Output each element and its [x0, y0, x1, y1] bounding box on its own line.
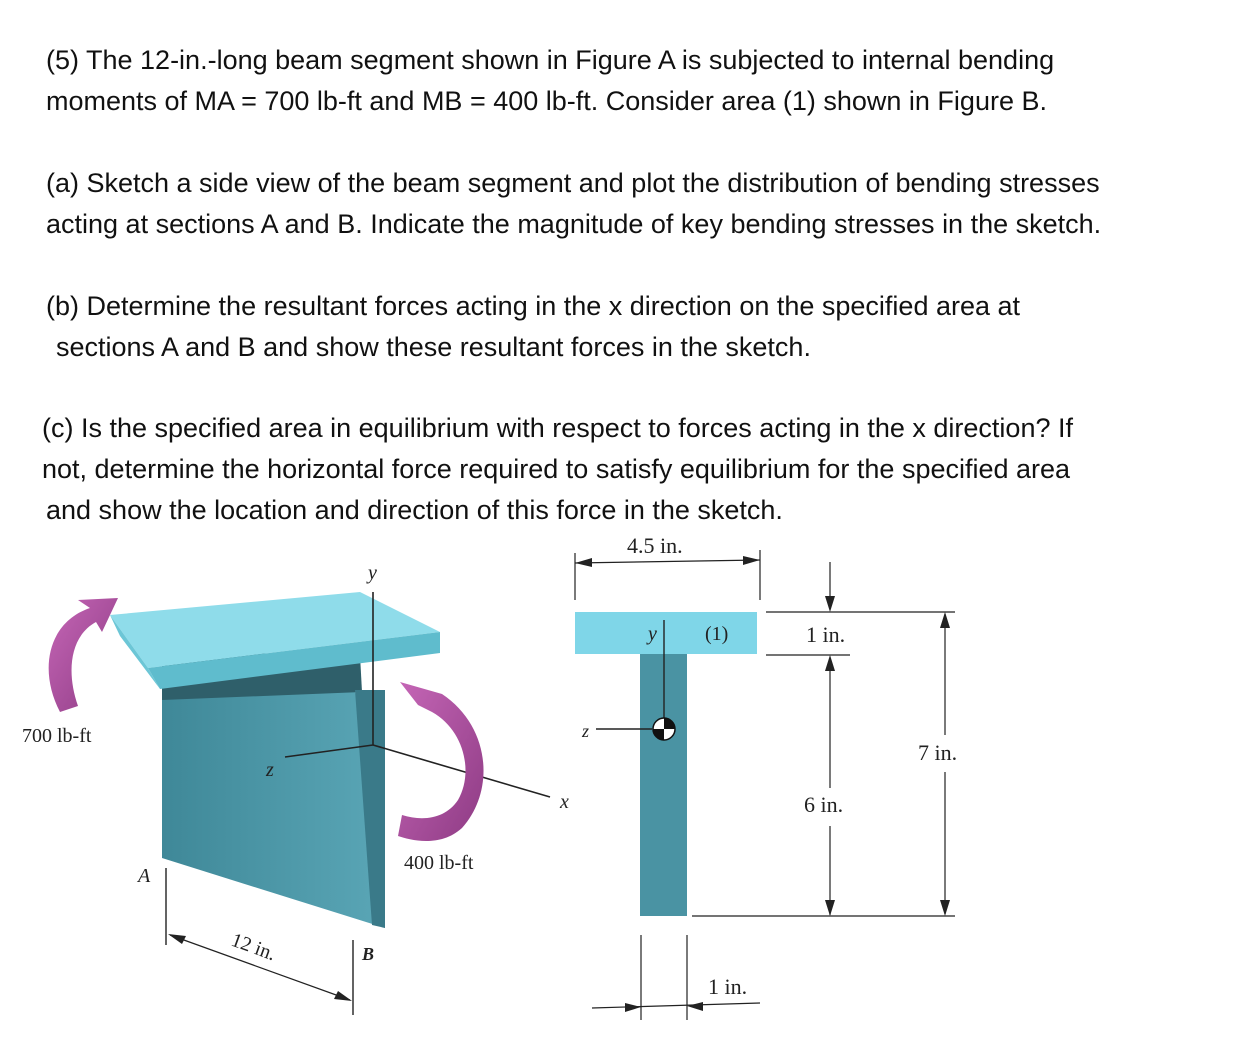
width-arrow-left — [575, 558, 592, 567]
width-arrow-right — [743, 556, 760, 565]
axis-y-label: y — [368, 562, 377, 584]
total-height-label: 7 in. — [918, 740, 958, 765]
stem-width-dim-line — [592, 1003, 760, 1008]
axis-z-label: z — [266, 759, 274, 781]
length-label: 12 in. — [228, 929, 279, 966]
flange-dim-top-arrow — [825, 596, 835, 612]
section-b-label: B — [362, 944, 375, 964]
part-a-line-2: acting at sections A and B. Indicate the magnitude of key bending stresses in the sketch. — [46, 209, 1102, 239]
stem-width-label: 1 in. — [708, 974, 748, 999]
part-b-line-1: (b) Determine the resultant forces acting in the x direction on the specified area at — [46, 291, 1021, 321]
stem-width-arrow-left — [625, 1003, 641, 1012]
part-b-line-2: sections A and B and show these resultant forces in the sketch. — [56, 332, 811, 362]
moment-a-label: 700 lb-ft — [22, 725, 92, 747]
flange-area-1 — [575, 612, 757, 654]
section-a-label: A — [138, 865, 151, 887]
part-c-line-3: and show the location and direction of this force in the sketch. — [46, 495, 783, 525]
cross-axis-z-label: z — [582, 721, 590, 741]
flange-thickness-label: 1 in. — [806, 622, 846, 647]
part-a-line-1: (a) Sketch a side view of the beam segment and plot the distribution of bending stresses — [46, 168, 1100, 198]
moment-b-label: 400 lb-ft — [404, 852, 474, 874]
total-dim-bottom-arrow — [940, 900, 950, 916]
stem-width-arrow-right — [687, 1002, 703, 1011]
axis-x-label: x — [560, 791, 569, 813]
width-dim-line — [575, 560, 760, 563]
stem-height-label: 6 in. — [804, 792, 844, 817]
intro-line-1: (5) The 12-in.-long beam segment shown in Figure A is subjected to internal bending — [46, 45, 1055, 75]
total-dim-top-arrow — [940, 612, 950, 628]
width-dim-label: 4.5 in. — [627, 533, 683, 558]
part-c-line-1: (c) Is the specified area in equilibrium with respect to forces acting in the x direction? If — [42, 413, 1073, 443]
part-c-line-2: not, determine the horizontal force required to satisfy equilibrium for the specified area — [42, 454, 1071, 484]
area-1-label: (1) — [705, 623, 729, 645]
stem-dim-bottom-arrow — [825, 900, 835, 916]
intro-line-2: moments of MA = 700 lb-ft and MB = 400 lb-ft. Consider area (1) shown in Figure B. — [46, 86, 1047, 116]
cross-axis-y-label: y — [648, 623, 657, 645]
